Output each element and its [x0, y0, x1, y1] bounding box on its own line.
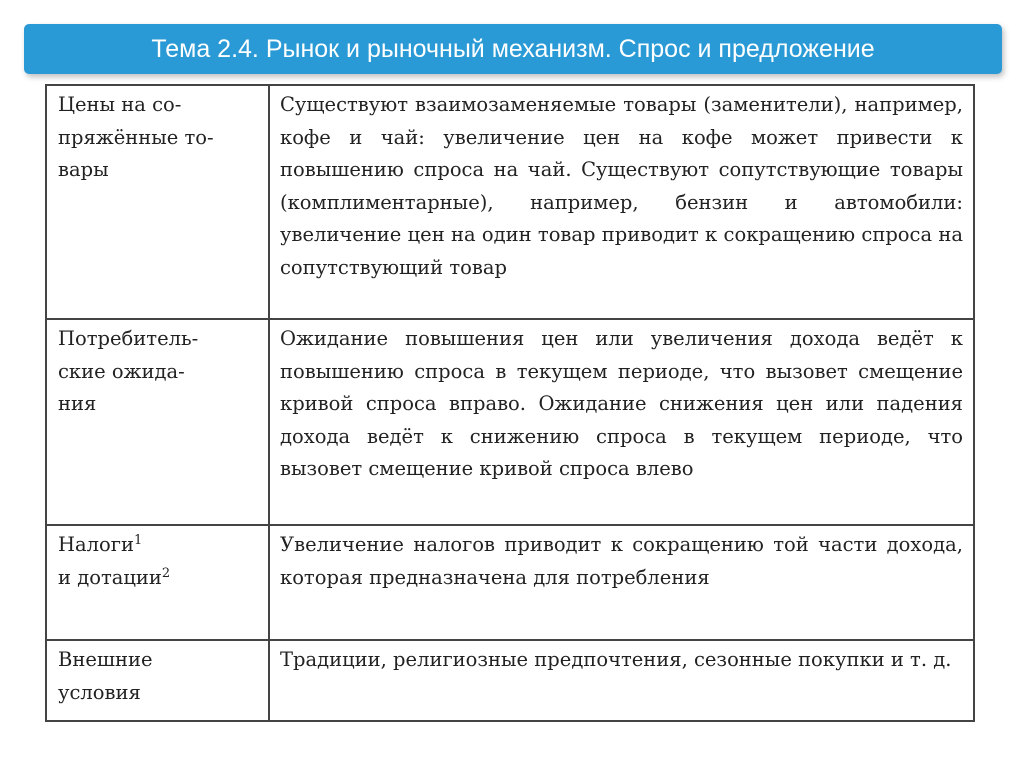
factor-line: ские ожида-	[58, 359, 185, 383]
footnote-marker: 1	[133, 533, 143, 548]
description-cell: Существуют взаимозаменяемые товары (заменители), например, кофе и чай: увеличение цен на кофе может привести к повышению спроса на чай. Существуют сопутствующие товары (комплиментарные), например, бензин и автомобили: увеличение цен на один товар приводит к сокращению спроса на сопутствующий товар	[269, 85, 974, 319]
table-row	[46, 525, 974, 640]
table-row	[46, 319, 974, 525]
factor-line: Потребитель-	[58, 327, 199, 350]
factor-line: ния	[58, 392, 97, 415]
slide-title: Тема 2.4. Рынок и рыночный механизм. Спрос и предложение	[24, 24, 1002, 74]
factor-cell	[46, 525, 269, 640]
description-cell: Увеличение налогов приводит к сокращению той части дохода, которая предназначена для потребления	[269, 525, 974, 640]
factor-line: Внешние	[58, 648, 153, 671]
table-row	[46, 640, 974, 721]
description-cell: Ожидание повышения цен или увеличения дохода ведёт к повышению спроса в текущем периоде, что вызовет смещение кривой спроса вправо. Ожидание снижения цен или падения дохода ведёт к снижению спроса в текущем периоде, что вызовет смещение кривой спроса влево	[269, 319, 974, 525]
factor-line: вары	[58, 158, 109, 181]
table-row	[46, 85, 974, 319]
factor-cell	[46, 319, 269, 525]
factor-line: и дотации	[58, 565, 162, 589]
factor-line: пряжённые то-	[58, 125, 214, 149]
factor-line: Налоги	[58, 533, 134, 556]
footnote-marker: 2	[161, 565, 171, 581]
description-cell: Традиции, религиозные предпочтения, сезонные покупки и т. д.	[269, 640, 974, 721]
factor-line: условия	[58, 680, 141, 704]
factors-table	[45, 84, 975, 722]
factor-cell	[46, 640, 269, 721]
factor-line: Цены на со-	[58, 93, 182, 116]
factor-cell	[46, 85, 269, 319]
